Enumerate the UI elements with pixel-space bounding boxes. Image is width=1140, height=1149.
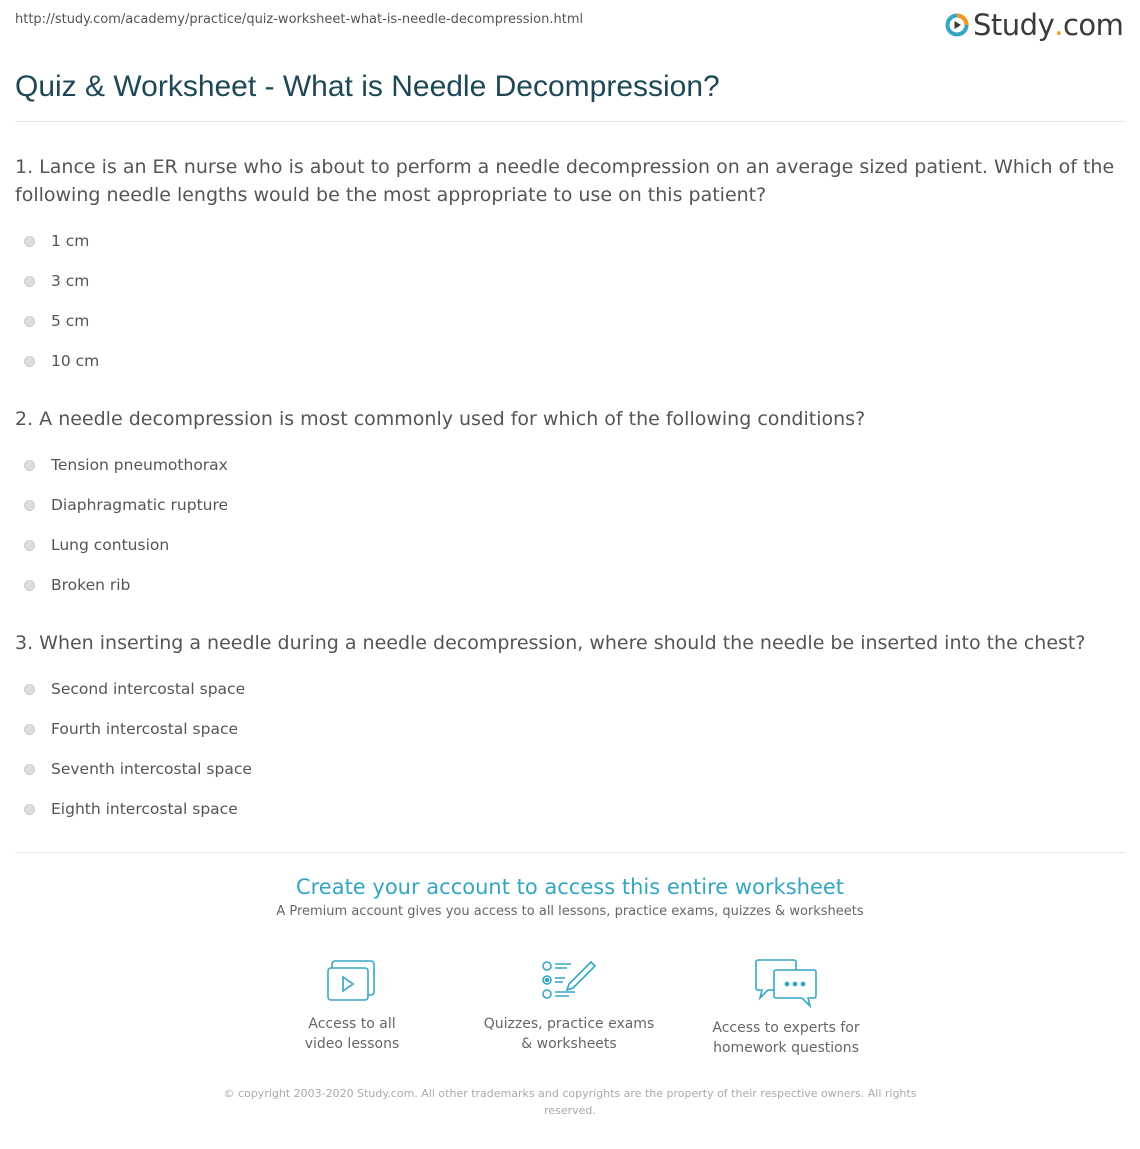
copyright: © copyright 2003-2020 Study.com. All other trademarks and copyrights are the property of their respective owners. All rights reserved. (223, 1087, 917, 1117)
answer-option[interactable] (15, 301, 1115, 341)
logo-tld: com (1062, 8, 1124, 42)
radio-icon[interactable] (24, 236, 35, 247)
answer-option[interactable] (15, 445, 1115, 485)
option-label: Broken rib (51, 576, 131, 594)
feature-experts (686, 958, 886, 1058)
answer-option[interactable] (15, 789, 1115, 829)
feature-label: Access to experts for (712, 1020, 860, 1036)
feature-label: Access to all (308, 1016, 396, 1032)
option-label: Lung contusion (51, 536, 170, 554)
radio-icon[interactable] (24, 804, 35, 815)
option-label: 1 cm (51, 232, 90, 250)
option-label: 10 cm (51, 352, 100, 370)
option-label: Seventh intercostal space (51, 760, 252, 778)
answer-option[interactable] (15, 341, 1115, 381)
answer-option[interactable] (15, 669, 1115, 709)
signup-cta (0, 875, 1140, 919)
cta-subtext: A Premium account gives you access to all lessons, practice exams, quizzes & worksheets (276, 904, 864, 919)
question-2 (15, 405, 1115, 605)
option-label: Diaphragmatic rupture (51, 496, 229, 514)
answer-option[interactable] (15, 565, 1115, 605)
quiz-icon (541, 958, 597, 1004)
feature-label: Quizzes, practice exams (483, 1016, 655, 1032)
question-text: 1. Lance is an ER nurse who is about to perform a needle decompression on an average sized patient. Which of the following needle lengths would be the most appropriate to use on this patient? (15, 156, 1115, 206)
option-label: 5 cm (51, 312, 90, 330)
option-label: Eighth intercostal space (51, 800, 238, 818)
question-text: 2. A needle decompression is most commonly used for which of the following conditions? (15, 408, 866, 430)
radio-icon[interactable] (24, 316, 35, 327)
answer-option[interactable] (15, 221, 1115, 261)
page-title: Quiz & Worksheet - What is Needle Decompression? (15, 70, 720, 103)
answer-option[interactable] (15, 261, 1115, 301)
video-icon (326, 958, 378, 1004)
divider (15, 121, 1125, 122)
feature-video (252, 958, 452, 1054)
radio-icon[interactable] (24, 356, 35, 367)
feature-label: video lessons (304, 1036, 400, 1052)
radio-icon[interactable] (24, 724, 35, 735)
question-1 (15, 153, 1115, 381)
option-label: Second intercostal space (51, 680, 246, 698)
chat-icon (754, 958, 818, 1008)
question-3 (15, 629, 1115, 829)
answer-option[interactable] (15, 485, 1115, 525)
create-account-link[interactable]: Create your account to access this entire worksheet (295, 875, 845, 899)
answer-option[interactable] (15, 709, 1115, 749)
option-label: 3 cm (51, 272, 90, 290)
question-text: 3. When inserting a needle during a needle decompression, where should the needle be inserted into the chest? (15, 632, 1086, 654)
answer-option[interactable] (15, 525, 1115, 565)
radio-icon[interactable] (24, 580, 35, 591)
radio-icon[interactable] (24, 500, 35, 511)
radio-icon[interactable] (24, 684, 35, 695)
page-url: http://study.com/academy/practice/quiz-worksheet-what-is-needle-decompression.html (15, 12, 584, 27)
radio-icon[interactable] (24, 460, 35, 471)
logo-name: Study (973, 8, 1055, 42)
option-label: Fourth intercostal space (51, 720, 239, 738)
feature-quizzes (469, 958, 669, 1054)
radio-icon[interactable] (24, 540, 35, 551)
feature-label: & worksheets (521, 1036, 617, 1052)
radio-icon[interactable] (24, 276, 35, 287)
divider (15, 852, 1125, 853)
option-label: Tension pneumothorax (51, 456, 228, 474)
study-logo[interactable]: Study . com (945, 8, 1123, 42)
radio-icon[interactable] (24, 764, 35, 775)
answer-option[interactable] (15, 749, 1115, 789)
play-logo-icon (945, 13, 969, 37)
feature-label: homework questions (713, 1040, 859, 1056)
